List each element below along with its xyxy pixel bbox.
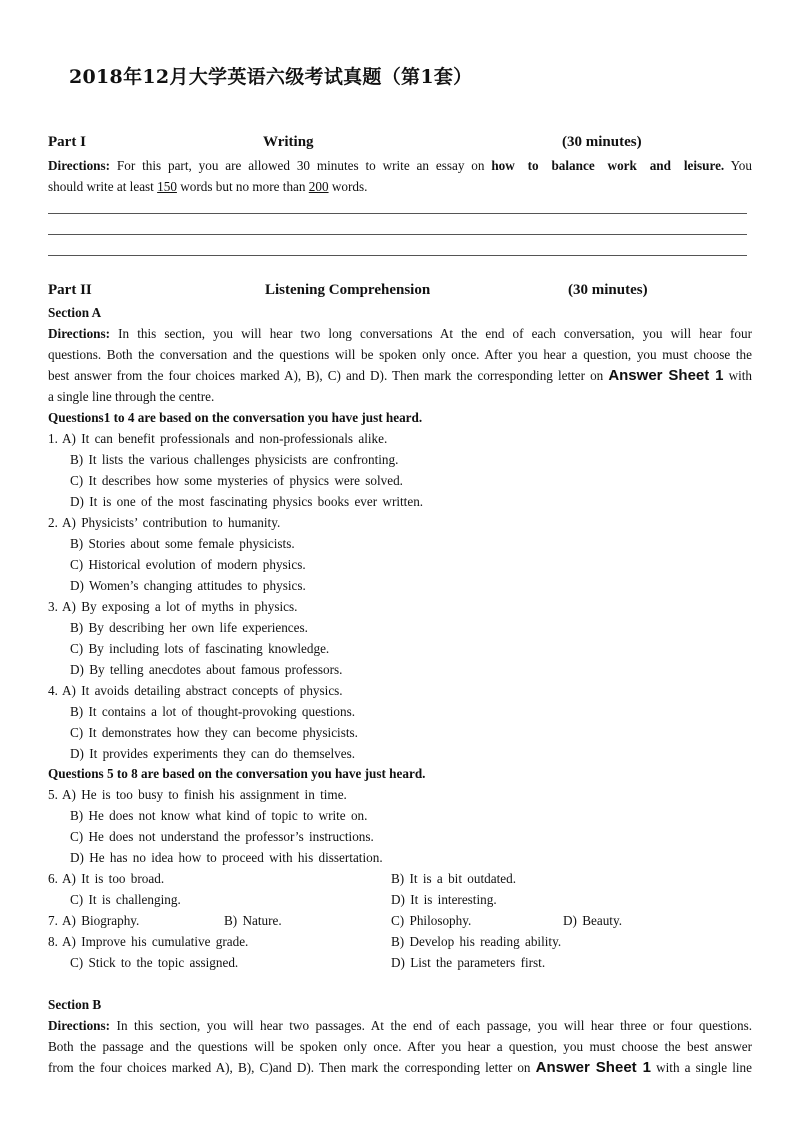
part1-time: (30 minutes) — [562, 134, 642, 150]
answer-option: B) It contains a lot of thought-provoking questions. — [70, 704, 356, 719]
question-number: 3. — [48, 599, 58, 614]
answer-option: D) Beauty. — [563, 913, 623, 928]
directions-text: from the four choices marked A), B), C)and D). Then mark the corresponding letter on — [48, 1060, 531, 1075]
answer-option: D) It is interesting. — [391, 892, 497, 907]
directions-text: words but no more than — [180, 179, 306, 194]
question-number: 1. — [48, 431, 58, 446]
part2-time: (30 minutes) — [568, 282, 648, 298]
directions-text: words. — [331, 179, 368, 194]
section-a-directions-line4: a single line through the centre. — [48, 389, 215, 404]
answer-option: D) Women’s changing attitudes to physics. — [70, 578, 306, 593]
answer-option: C) He does not understand the professor’s instructions. — [70, 829, 374, 844]
answer-option: C) It describes how some mysteries of physics were solved. — [70, 473, 403, 488]
answer-option: A) Biography. — [62, 913, 140, 928]
part1-name: Writing — [263, 134, 314, 150]
answer-option: C) Stick to the topic assigned. — [70, 955, 239, 970]
section-a-label: Section A — [48, 305, 102, 320]
section-a-directions-line2: questions. Both the conversation and the questions will be spoken only once. After you hear a question, you must choose the — [48, 347, 752, 362]
directions-label: Directions: — [48, 326, 111, 341]
section-b-directions-line3 — [48, 1057, 752, 1078]
section-a-directions-line3 — [48, 365, 752, 386]
answer-option: C) By including lots of fascinating knowledge. — [70, 641, 330, 656]
directions-text: You — [730, 158, 752, 173]
directions-text: should write at least — [48, 179, 154, 194]
part1-directions-line2 — [48, 176, 752, 197]
section-b-directions-line1 — [48, 1015, 752, 1036]
question-number: 7. — [48, 913, 58, 928]
answer-option: D) He has no idea how to proceed with his dissertation. — [70, 850, 383, 865]
answer-sheet-label: Answer Sheet 1 — [608, 367, 724, 384]
essay-topic: how to balance work and leisure. — [491, 158, 725, 173]
directions-text: For this part, you are allowed 30 minutes to write an essay on — [116, 158, 485, 173]
max-words: 200 — [308, 179, 329, 194]
answer-option: B) Develop his reading ability. — [391, 934, 562, 949]
question-number: 2. — [48, 515, 58, 530]
answer-option: A) It is too broad. — [62, 871, 165, 886]
question-number: 4. — [48, 683, 58, 698]
answer-option: C) It is challenging. — [70, 892, 181, 907]
answer-option: C) Historical evolution of modern physics. — [70, 557, 306, 572]
answer-option: A) It avoids detailing abstract concepts of physics. — [62, 683, 343, 698]
answer-option: B) He does not know what kind of topic to write on. — [70, 808, 368, 823]
answer-option: A) He is too busy to finish his assignment in time. — [62, 787, 347, 802]
min-words: 150 — [157, 179, 177, 194]
answer-sheet-label: Answer Sheet 1 — [535, 1059, 651, 1076]
question-group-heading: Questions1 to 4 are based on the conversation you have just heard. — [48, 410, 423, 425]
question-number: 5. — [48, 787, 58, 802]
answer-option: A) Physicists’ contribution to humanity. — [62, 515, 281, 530]
section-b-label: Section B — [48, 997, 102, 1012]
answer-option: B) Stories about some female physicists. — [70, 536, 295, 551]
answer-option: C) Philosophy. — [391, 913, 472, 928]
answer-option: B) It lists the various challenges physicists are confronting. — [70, 452, 399, 467]
answer-option: C) It demonstrates how they can become physicists. — [70, 725, 358, 740]
directions-label: Directions: — [48, 158, 111, 173]
section-b-directions-line2: Both the passage and the questions will be spoken only once. After you hear a question, you must choose the best answer — [48, 1039, 752, 1054]
answer-option: B) Nature. — [224, 913, 282, 928]
section-a-directions-line1 — [48, 323, 752, 344]
question-group-heading: Questions 5 to 8 are based on the conversation you have just heard. — [48, 766, 426, 781]
question-number: 6. — [48, 871, 58, 886]
answer-option: D) It is one of the most fascinating physics books ever written. — [70, 494, 424, 509]
part1-directions-line1 — [48, 155, 752, 176]
part2-name: Listening Comprehension — [265, 282, 431, 298]
answer-option: A) By exposing a lot of myths in physics. — [62, 599, 298, 614]
directions-label: Directions: — [48, 1018, 111, 1033]
part2-label: Part II — [48, 282, 92, 298]
directions-text: with a single line — [656, 1060, 752, 1075]
answer-option: D) List the parameters first. — [391, 955, 546, 970]
answer-option: A) Improve his cumulative grade. — [62, 934, 249, 949]
part1-label: Part I — [48, 134, 86, 150]
answer-option: B) It is a bit outdated. — [391, 871, 517, 886]
answer-option: B) By describing her own life experiences. — [70, 620, 308, 635]
directions-text: with — [728, 368, 753, 383]
directions-text: In this section, you will hear two passages. At the end of each passage, you will hear three or four questions. — [116, 1018, 753, 1033]
writing-line — [48, 255, 747, 256]
answer-option: A) It can benefit professionals and non-professionals alike. — [62, 431, 388, 446]
directions-text: In this section, you will hear two long conversations At the end of each conversation, you will hear four — [118, 326, 753, 341]
writing-line — [48, 213, 747, 214]
directions-text: best answer from the four choices marked A), B), C) and D). Then mark the corresponding letter on — [48, 368, 604, 383]
answer-option: D) It provides experiments they can do themselves. — [70, 746, 356, 761]
answer-option: D) By telling anecdotes about famous professors. — [70, 662, 343, 677]
writing-line — [48, 234, 747, 235]
question-number: 8. — [48, 934, 58, 949]
page-title: 2018年12月大学英语六级考试真题（第1套） — [69, 66, 473, 88]
